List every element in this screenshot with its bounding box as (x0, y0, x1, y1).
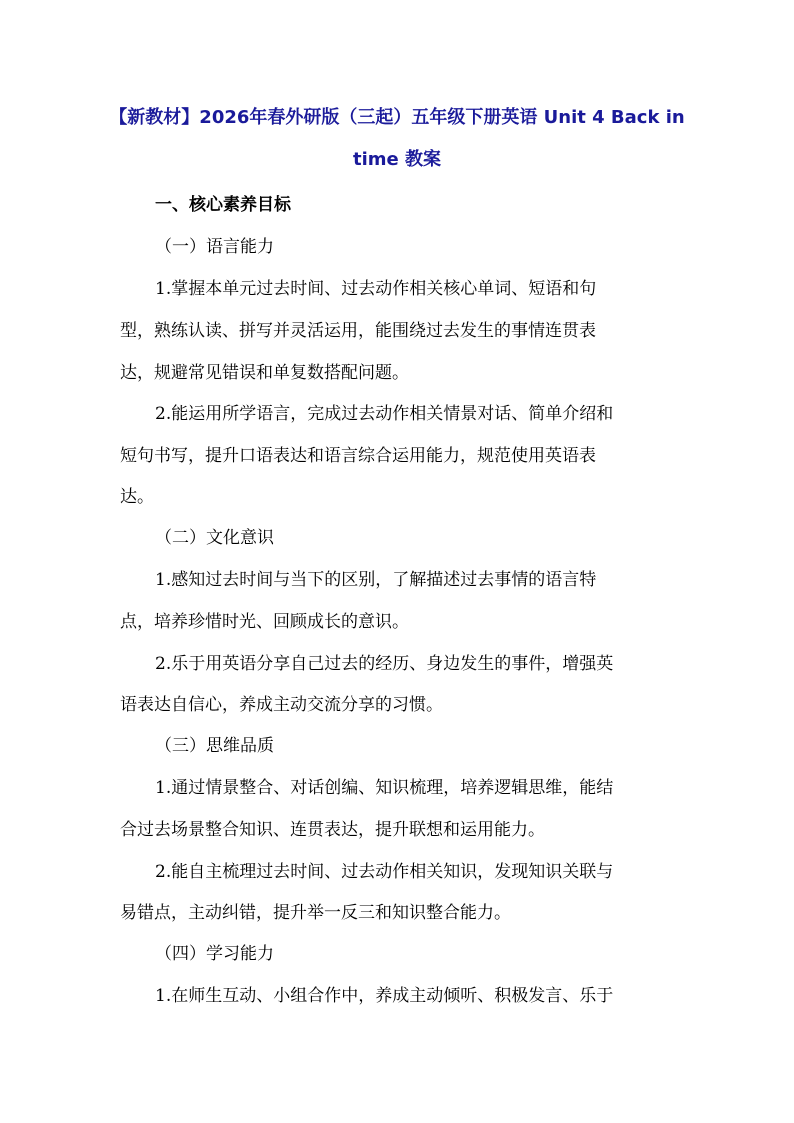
paragraph-line: 点，培养珍惜时光、回顾成长的意识。 (120, 612, 409, 632)
paragraph-line: 型，熟练认读、拼写并灵活运用，能围绕过去发生的事情连贯表 (120, 321, 596, 341)
paragraph-line: 短句书写，提升口语表达和语言综合运用能力，规范使用英语表 (120, 446, 596, 466)
document-title-line-2: time 教案 (352, 149, 441, 170)
paragraph-line: 语表达自信心，养成主动交流分享的习惯。 (120, 695, 443, 715)
subheading-language-ability: （一）语言能力 (155, 237, 274, 257)
paragraph-line: 达。 (120, 487, 154, 507)
subheading-thinking-quality: （三）思维品质 (155, 736, 274, 756)
subheading-learning-ability: （四）学习能力 (155, 944, 274, 964)
paragraph-line: 2.乐于用英语分享自己过去的经历、身边发生的事件，增强英 (155, 654, 614, 674)
paragraph-line: 达，规避常见错误和单复数搭配问题。 (120, 363, 409, 383)
subheading-cultural-awareness: （二）文化意识 (155, 528, 274, 548)
paragraph-line: 1.掌握本单元过去时间、过去动作相关核心单词、短语和句 (155, 279, 597, 299)
paragraph-line: 1.在师生互动、小组合作中，养成主动倾听、积极发言、乐于 (155, 986, 614, 1006)
paragraph-line: 合过去场景整合知识、连贯表达，提升联想和运用能力。 (120, 820, 545, 840)
paragraph-line: 1.感知过去时间与当下的区别，了解描述过去事情的语言特 (155, 570, 597, 590)
section-heading-core-literacy-goals: 一、核心素养目标 (155, 195, 291, 215)
paragraph-line: 易错点，主动纠错，提升举一反三和知识整合能力。 (120, 903, 511, 923)
paragraph-line: 1.通过情景整合、对话创编、知识梳理，培养逻辑思维，能结 (155, 778, 614, 798)
document-title-line-1: 【新教材】2026年春外研版（三起）五年级下册英语 Unit 4 Back in (109, 107, 685, 128)
paragraph-line: 2.能运用所学语言，完成过去动作相关情景对话、简单介绍和 (155, 404, 614, 424)
paragraph-line: 2.能自主梳理过去时间、过去动作相关知识，发现知识关联与 (155, 862, 614, 882)
